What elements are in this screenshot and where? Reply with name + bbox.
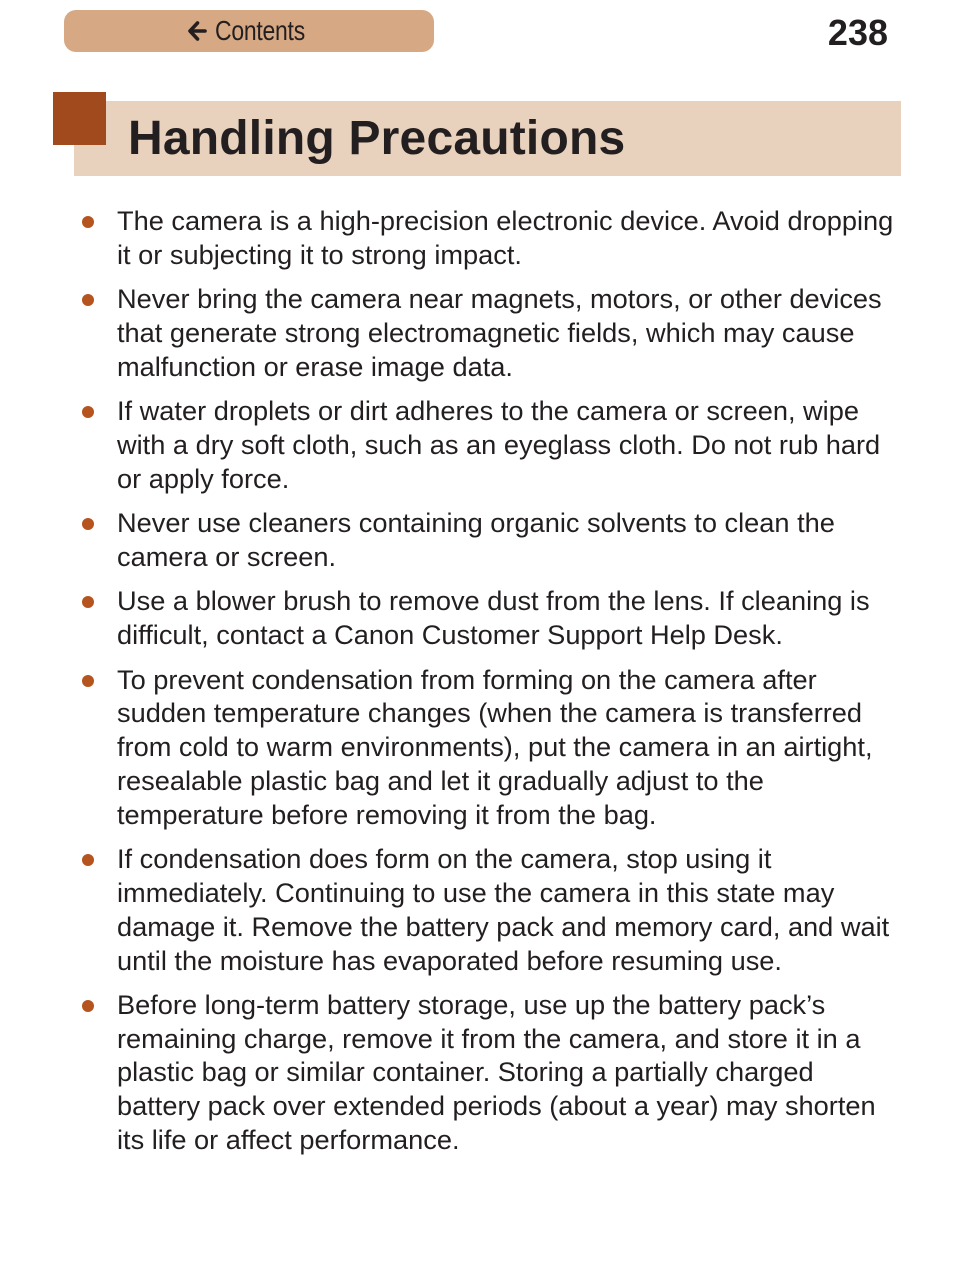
precaution-text: The camera is a high-precision electronic device. Avoid dropping it or subjecting it to strong impact. bbox=[117, 205, 894, 270]
precaution-text: If condensation does form on the camera, stop using it immediately. Continuing to use the camera in this state may damage it. Remove the battery pack and memory card, and wait until the moisture has evaporated before resuming use. bbox=[117, 843, 890, 976]
bullet-icon bbox=[82, 294, 94, 306]
bullet-icon bbox=[82, 675, 94, 687]
bullet-icon bbox=[82, 1000, 94, 1012]
bullet-icon bbox=[82, 854, 94, 866]
bullet-icon bbox=[82, 216, 94, 228]
contents-label: Contents bbox=[215, 15, 306, 46]
precaution-text: Never bring the camera near magnets, motors, or other devices that generate strong electromagnetic fields, which may cause malfunction or erase image data. bbox=[117, 283, 882, 382]
precautions-list bbox=[0, 204, 954, 1167]
precaution-text: If water droplets or dirt adheres to the camera or screen, wipe with a dry soft cloth, such as an eyeglass cloth. Do not rub hard or apply force. bbox=[117, 395, 881, 494]
page-number: 238 bbox=[827, 12, 888, 53]
precaution-text: Never use cleaners containing organic solvents to clean the camera or screen. bbox=[117, 507, 835, 572]
bullet-icon bbox=[82, 406, 94, 418]
precaution-item bbox=[0, 663, 954, 832]
page-title: Handling Precautions bbox=[128, 112, 626, 165]
precaution-item bbox=[0, 842, 954, 977]
precaution-item bbox=[0, 204, 954, 272]
precaution-text: To prevent condensation from forming on the camera after sudden temperature changes (when the camera is transferred from cold to warm environments), put the camera in an airtight, resealable plastic bag and let it gradually adjust to the temperature before removing it from the bag. bbox=[117, 663, 873, 830]
bullet-icon bbox=[82, 518, 94, 530]
precaution-item bbox=[0, 282, 954, 383]
contents-button[interactable] bbox=[64, 10, 434, 52]
bullet-icon bbox=[82, 596, 94, 608]
precaution-item bbox=[0, 394, 954, 495]
precaution-text: Before long-term battery storage, use up the battery pack’s remaining charge, remove it from the camera, and store it in a plastic bag or similar container. Storing a partially charged battery pack over extended periods (about a year) may shorten its life or affect performance. bbox=[117, 988, 876, 1156]
arrow-left-icon bbox=[187, 20, 207, 42]
title-accent-square bbox=[53, 92, 106, 145]
precaution-item bbox=[0, 506, 954, 574]
precaution-text: Use a blower brush to remove dust from the lens. If cleaning is difficult, contact a Canon Customer Support Help Desk. bbox=[117, 585, 870, 651]
precaution-item bbox=[0, 584, 954, 652]
precaution-item bbox=[0, 988, 954, 1157]
